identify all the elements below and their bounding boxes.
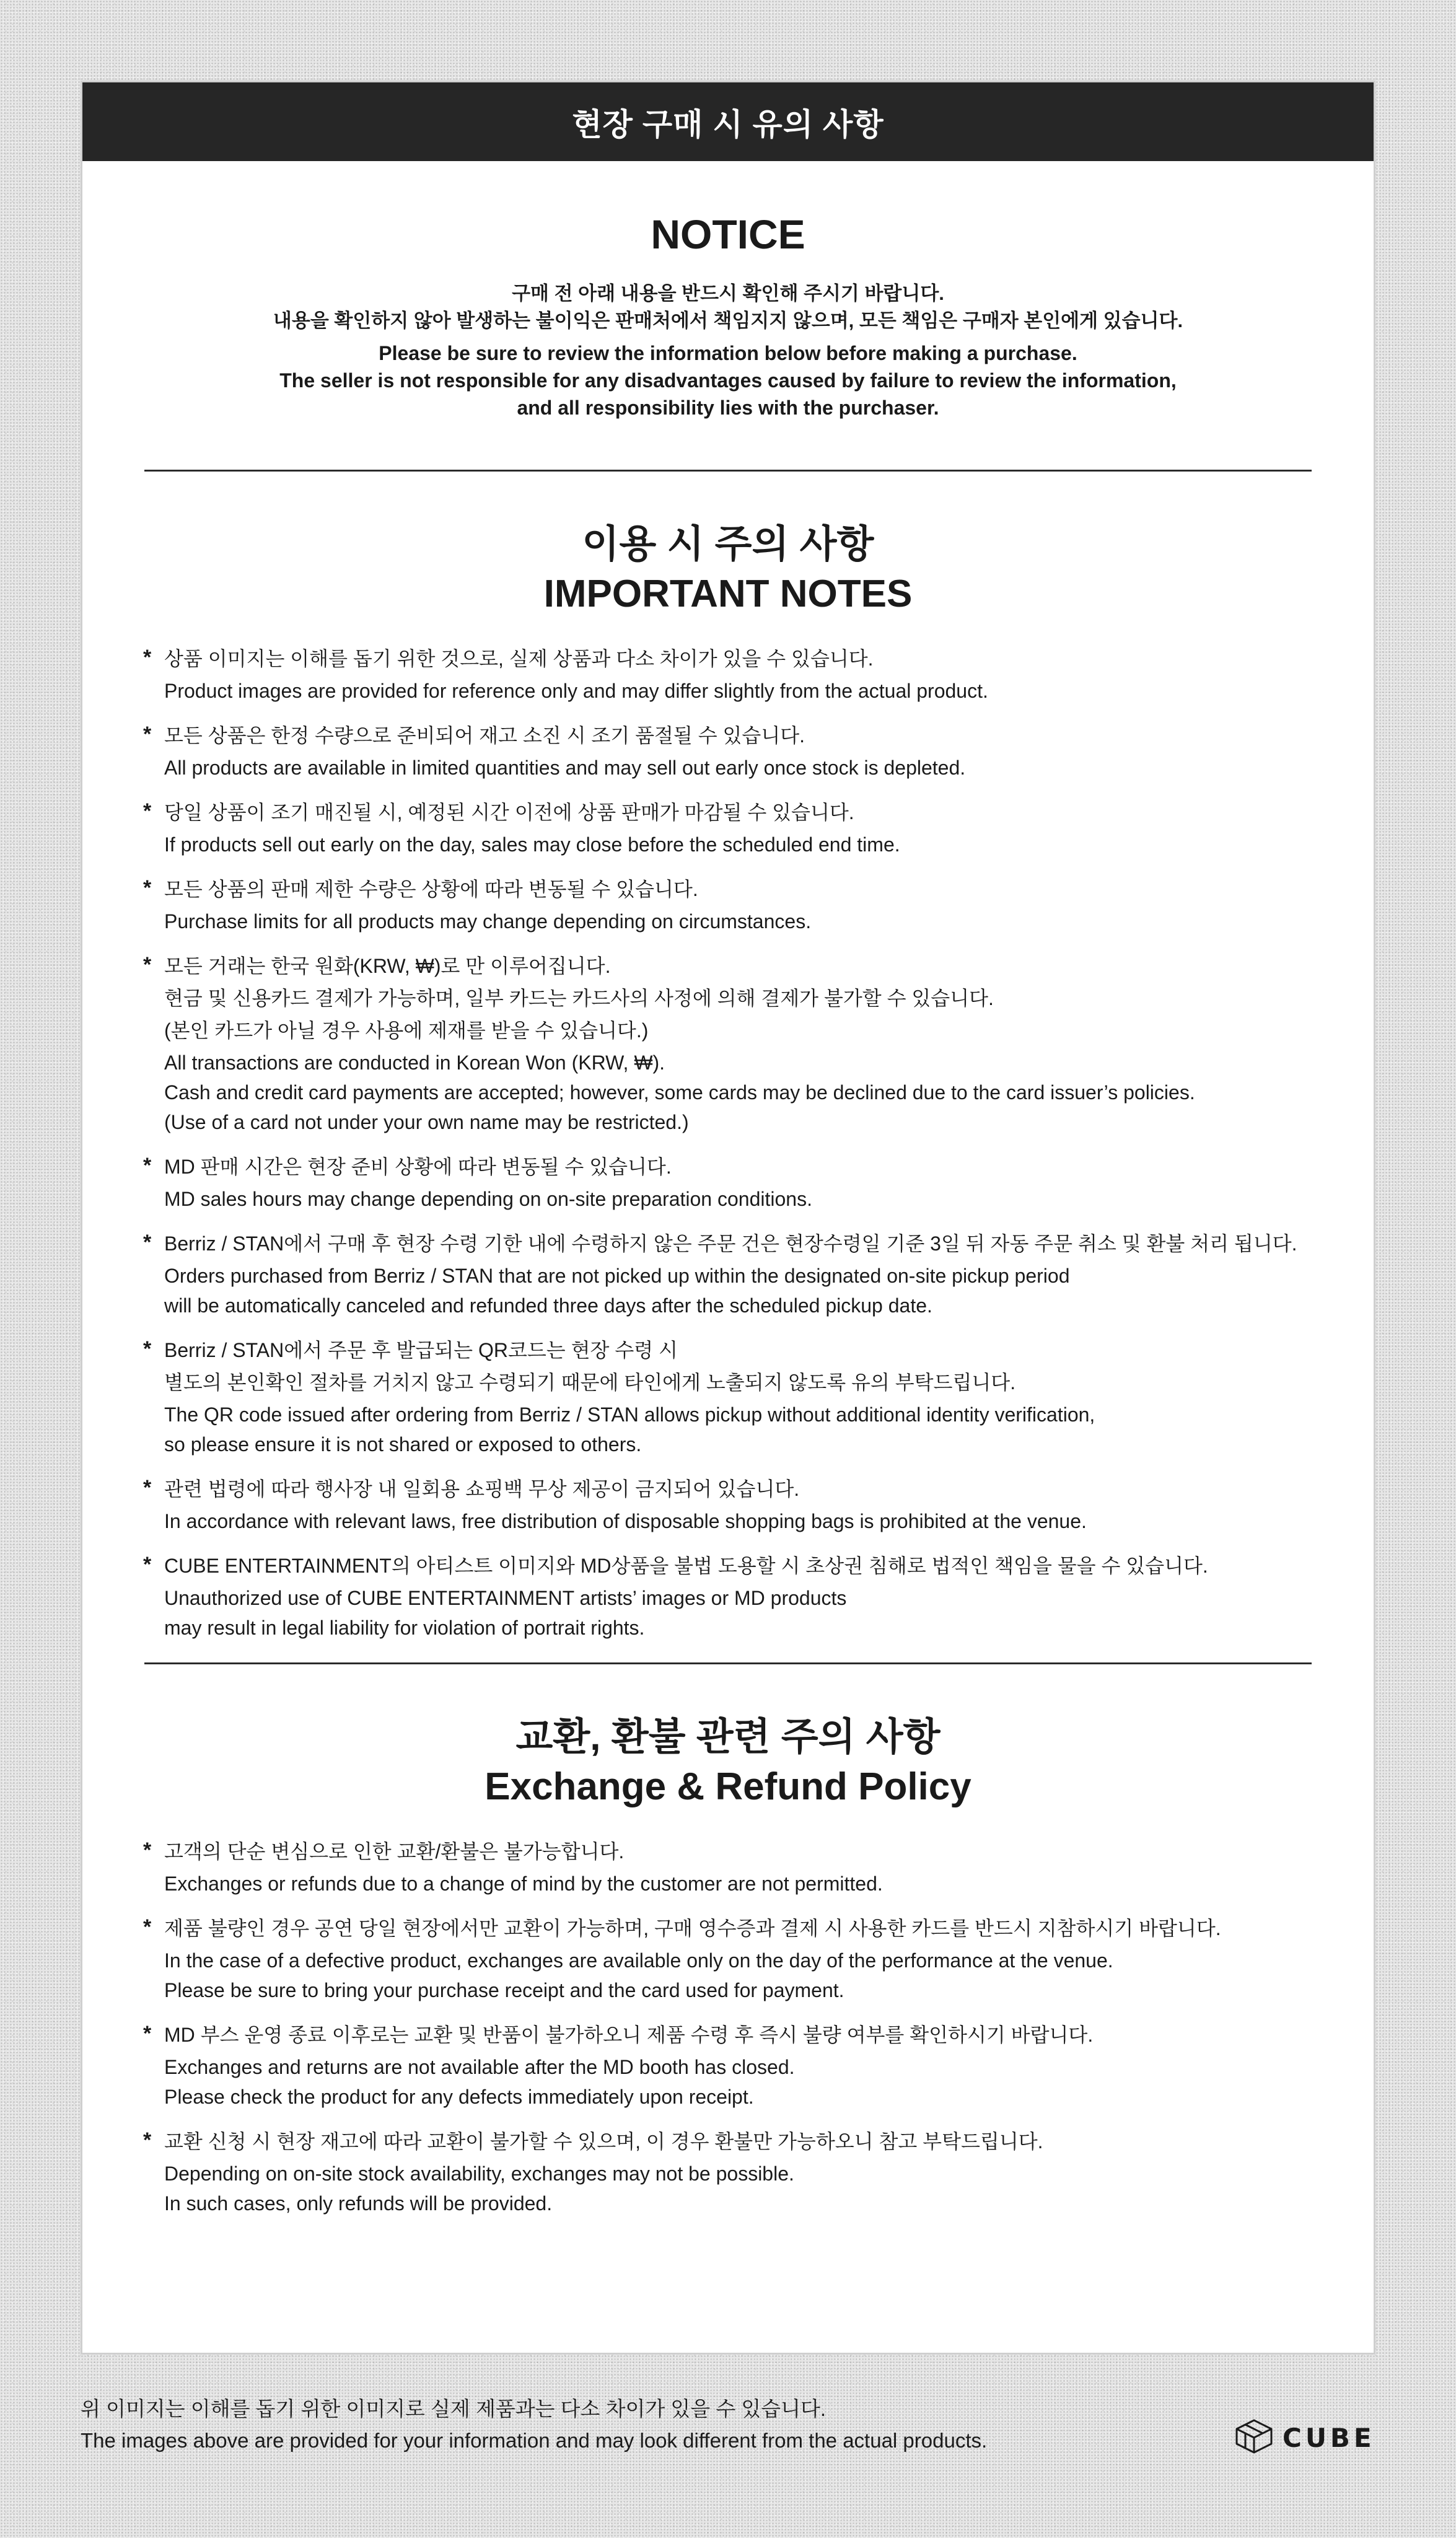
- list-item: [143, 797, 1374, 859]
- list-item: [143, 1474, 1374, 1536]
- list-item: [143, 1913, 1374, 2005]
- note-text-en: Exchanges or refunds due to a change of mind by the customer are not permitted.: [164, 1873, 883, 1895]
- note-text-en: All transactions are conducted in Korean Won (KRW, ₩).: [164, 1052, 665, 1074]
- note-text-ko: 현금 및 신용카드 결제가 가능하며, 일부 카드는 카드사의 사정에 의해 결제가 불가할 수 있습니다.: [164, 987, 994, 1009]
- notice-en-line: and all responsibility lies with the purchaser.: [517, 397, 939, 419]
- refund-policy-list: [82, 1837, 1374, 2218]
- note-text-en: Depending on on-site stock availability, exchanges may not be possible.: [164, 2163, 794, 2185]
- note-text-en: MD sales hours may change depending on on-site preparation conditions.: [164, 1188, 812, 1210]
- notice-title: NOTICE: [651, 211, 805, 257]
- note-text-ko: 고객의 단순 변심으로 인한 교환/환불은 불가능합니다.: [164, 1840, 625, 1863]
- list-item: [143, 2020, 1374, 2112]
- important-title-ko: 이용 시 주의 사항: [582, 523, 874, 566]
- page-header: [82, 82, 1374, 161]
- bullet-marker: *: [143, 1231, 152, 1254]
- note-text-en: If products sell out early on the day, sales may close before the scheduled end time.: [164, 833, 900, 856]
- note-text-en: Unauthorized use of CUBE ENTERTAINMENT artists’ images or MD products: [164, 1587, 847, 1609]
- footer-en: The images above are provided for your information and may look different from the actual products.: [81, 2429, 988, 2452]
- bullet-marker: *: [143, 953, 152, 977]
- notice-korean: [82, 280, 1374, 335]
- list-item: [143, 1229, 1374, 1320]
- notice-en-line: The seller is not responsible for any disadvantages caused by failure to review the information,: [279, 369, 1177, 392]
- list-item: [143, 644, 1374, 706]
- bullet-marker: *: [143, 799, 152, 823]
- note-text-ko: 제품 불량인 경우 공연 당일 현장에서만 교환이 가능하며, 구매 영수증과 결제 시 사용한 카드를 반드시 지참하시기 바랍니다.: [164, 1917, 1221, 1939]
- note-text-ko: 관련 법령에 따라 행사장 내 일회용 쇼핑백 무상 제공이 금지되어 있습니다.: [164, 1478, 800, 1500]
- note-text-ko: Berriz / STAN에서 주문 후 발급되는 QR코드는 현장 수령 시: [164, 1339, 678, 1361]
- notice-english: [82, 340, 1374, 421]
- bullet-marker: *: [143, 2128, 152, 2152]
- note-text-en: Orders purchased from Berriz / STAN that are not picked up within the designated on-site pickup period: [164, 1265, 1070, 1287]
- note-text-en: may result in legal liability for violation of portrait rights.: [164, 1617, 645, 1639]
- bullet-marker: *: [143, 2022, 152, 2045]
- note-text-en: (Use of a card not under your own name may be restricted.): [164, 1111, 689, 1133]
- list-item: [143, 1837, 1374, 1899]
- note-text-ko: 모든 상품의 판매 제한 수량은 상황에 따라 변동될 수 있습니다.: [164, 878, 698, 900]
- note-text-en: Cash and credit card payments are accepted; however, some cards may be declined due to the card issuer’s policies.: [164, 1081, 1195, 1104]
- notice-ko-line: 내용을 확인하지 않아 발생하는 불이익은 판매처에서 책임지지 않으며, 모든 책임은 구매자 본인에게 있습니다.: [273, 310, 1183, 332]
- note-text-en: Please check the product for any defects immediately upon receipt.: [164, 2086, 754, 2108]
- list-item: [143, 721, 1374, 783]
- note-text-ko: (본인 카드가 아닐 경우 사용에 제재를 받을 수 있습니다.): [164, 1019, 649, 1042]
- list-item: [143, 874, 1374, 936]
- list-item: [143, 1152, 1374, 1214]
- bullet-marker: *: [143, 1553, 152, 1576]
- bullet-marker: *: [143, 1915, 152, 1939]
- note-text-en: Product images are provided for reference only and may differ slightly from the actual product.: [164, 680, 988, 702]
- cube-logo-icon: [1234, 2418, 1274, 2458]
- notice-section: [82, 161, 1374, 421]
- note-text-en: Please be sure to bring your purchase receipt and the card used for payment.: [164, 1979, 844, 2001]
- note-text-en: so please ensure it is not shared or exposed to others.: [164, 1433, 642, 1456]
- bullet-marker: *: [143, 646, 152, 669]
- refund-title-en: Exchange & Refund Policy: [485, 1765, 971, 1808]
- important-title-en: IMPORTANT NOTES: [543, 573, 913, 615]
- note-text-en: In accordance with relevant laws, free distribution of disposable shopping bags is prohibited at the venue.: [164, 1510, 1087, 1532]
- refund-title-ko: 교환, 환불 관련 주의 사항: [515, 1716, 941, 1759]
- bullet-marker: *: [143, 1476, 152, 1500]
- list-item: [143, 2127, 1374, 2218]
- refund-section-title: [82, 1713, 1374, 1812]
- notice-ko-line: 구매 전 아래 내용을 반드시 확인해 주시기 바랍니다.: [512, 283, 944, 304]
- footer-disclaimer: [81, 2393, 987, 2456]
- bullet-marker: *: [143, 876, 152, 900]
- section-divider: [144, 470, 1312, 472]
- section-divider: [144, 1662, 1312, 1664]
- note-text-ko: MD 판매 시간은 현장 준비 상황에 따라 변동될 수 있습니다.: [164, 1156, 672, 1178]
- important-section-title: [82, 520, 1374, 619]
- note-text-en: All products are available in limited quantities and may sell out early once stock is depleted.: [164, 757, 966, 779]
- note-text-ko: 당일 상품이 조기 매진될 시, 예정된 시간 이전에 상품 판매가 마감될 수 있습니다.: [164, 801, 854, 823]
- note-text-ko: CUBE ENTERTAINMENT의 아티스트 이미지와 MD상품을 불법 도용할 시 초상권 침해로 법적인 책임을 물을 수 있습니다.: [164, 1555, 1208, 1577]
- important-notes-list: [82, 644, 1374, 1643]
- cube-logo: [1234, 2418, 1375, 2458]
- note-text-en: The QR code issued after ordering from Berriz / STAN allows pickup without additional identity verification,: [164, 1403, 1095, 1426]
- note-text-en: In the case of a defective product, exchanges are available only on the day of the performance at the venue.: [164, 1949, 1113, 1972]
- list-item: [143, 951, 1374, 1137]
- note-text-en: Exchanges and returns are not available after the MD booth has closed.: [164, 2056, 795, 2078]
- note-text-ko: 모든 거래는 한국 원화(KRW, ₩)로 만 이루어집니다.: [164, 955, 611, 977]
- page-title: 현장 구매 시 유의 사항: [572, 107, 884, 142]
- note-text-ko: Berriz / STAN에서 구매 후 현장 수령 기한 내에 수령하지 않은 주문 건은 현장수령일 기준 3일 뒤 자동 주문 취소 및 환불 처리 됩니다.: [164, 1232, 1297, 1255]
- note-text-en: will be automatically canceled and refunded three days after the scheduled pickup date.: [164, 1294, 932, 1317]
- notice-panel: [81, 81, 1375, 2355]
- note-text-ko: 교환 신청 시 현장 재고에 따라 교환이 불가할 수 있으며, 이 경우 환불만 가능하오니 참고 부탁드립니다.: [164, 2130, 1043, 2153]
- list-item: [143, 1335, 1374, 1459]
- note-text-en: Purchase limits for all products may change depending on circumstances.: [164, 910, 812, 933]
- note-text-ko: MD 부스 운영 종료 이후로는 교환 및 반품이 불가하오니 제품 수령 후 즉시 불량 여부를 확인하시기 바랍니다.: [164, 2024, 1094, 2046]
- bullet-marker: *: [143, 1337, 152, 1361]
- footer-ko: 위 이미지는 이해를 돕기 위한 이미지로 실제 제품과는 다소 차이가 있을 수 있습니다.: [81, 2397, 827, 2420]
- list-item: [143, 1551, 1374, 1643]
- cube-logo-text: CUBE: [1283, 2423, 1375, 2453]
- bullet-marker: *: [143, 1838, 152, 1862]
- note-text-ko: 상품 이미지는 이해를 돕기 위한 것으로, 실제 상품과 다소 차이가 있을 수 있습니다.: [164, 648, 874, 670]
- bullet-marker: *: [143, 1154, 152, 1177]
- notice-en-line: Please be sure to review the information below before making a purchase.: [379, 342, 1077, 364]
- note-text-ko: 별도의 본인확인 절차를 거치지 않고 수령되기 때문에 타인에게 노출되지 않도록 유의 부탁드립니다.: [164, 1371, 1016, 1394]
- bullet-marker: *: [143, 722, 152, 746]
- note-text-ko: 모든 상품은 한정 수량으로 준비되어 재고 소진 시 조기 품절될 수 있습니다.: [164, 724, 805, 747]
- note-text-en: In such cases, only refunds will be provided.: [164, 2192, 553, 2215]
